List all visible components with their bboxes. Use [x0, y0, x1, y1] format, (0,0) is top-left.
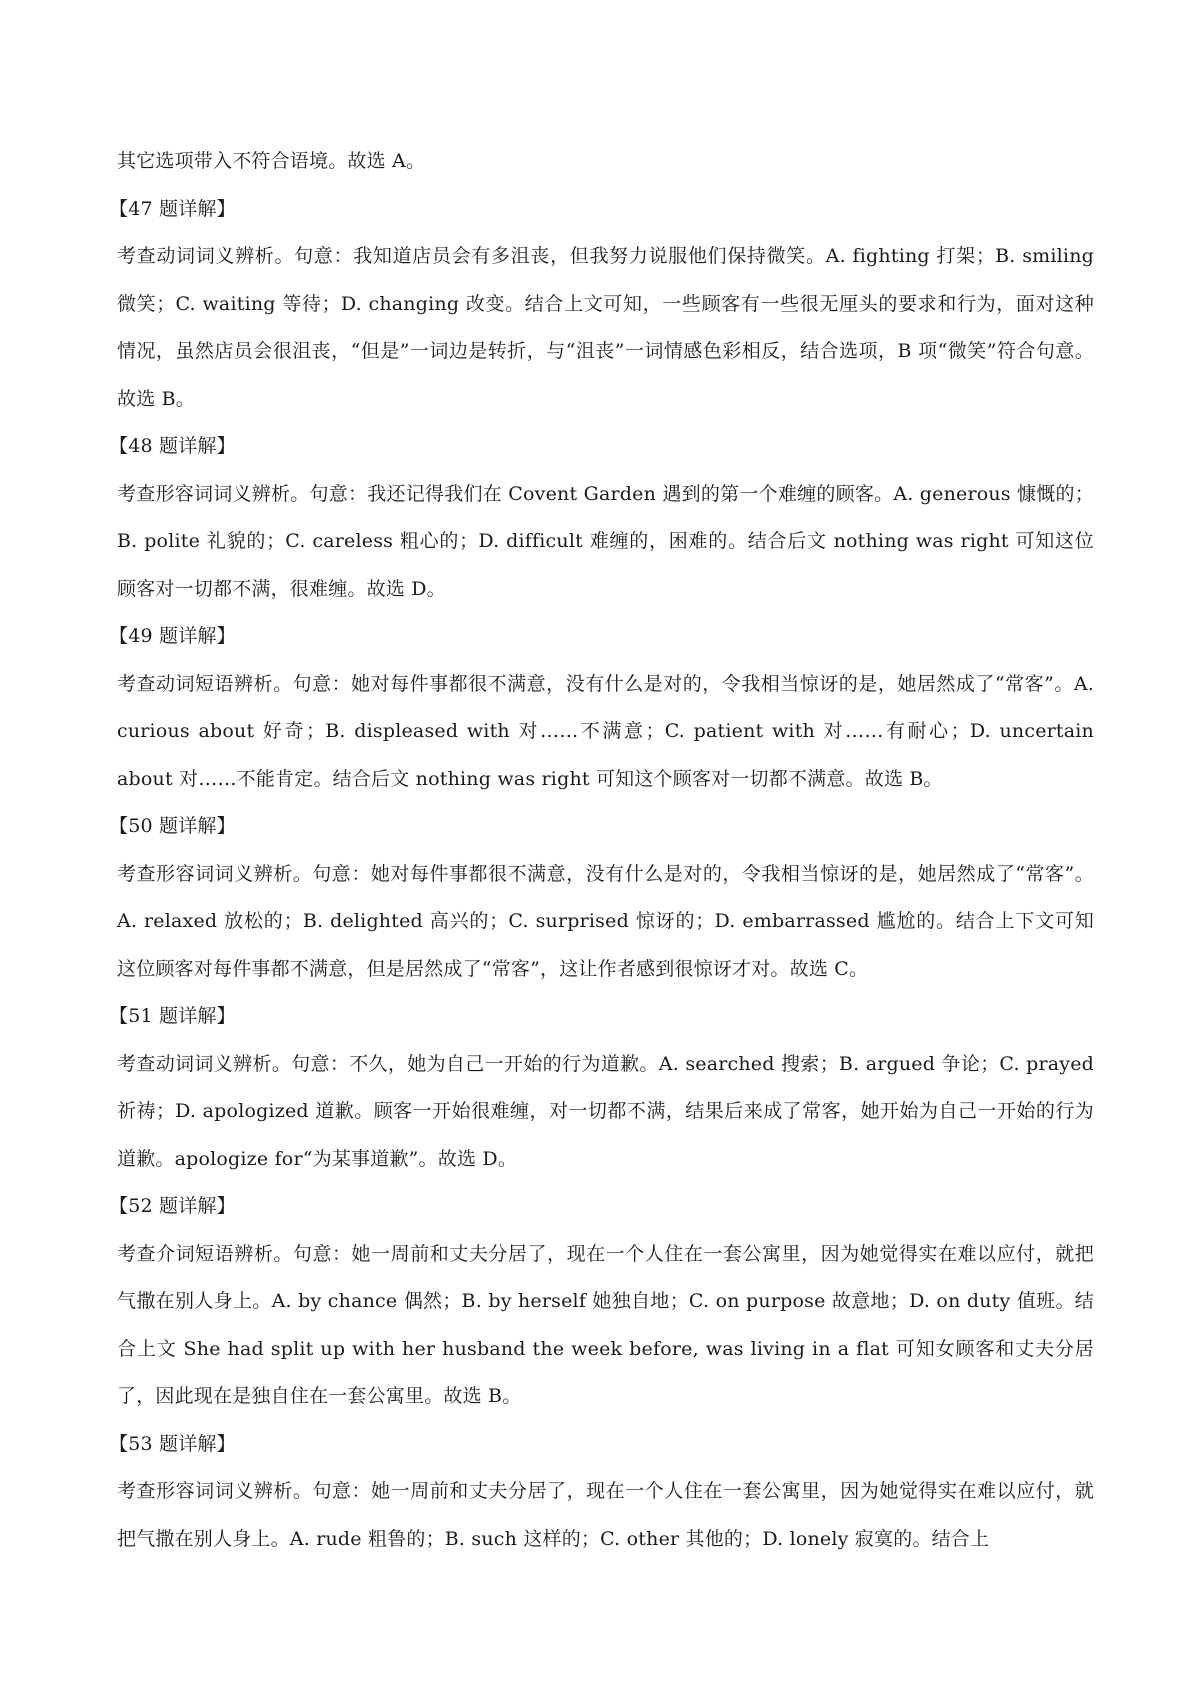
paragraph: 考查动词词义辨析。句意：不久，她为自己一开始的行为道歉。A. searched 搜索；B. argued 争论；C. prayed 祈祷；D. apologized 道歉。顾客一开始很难缠，对一切都不满，结果后来成了常客，她开始为自己一开始的行为道歉。apologize for“为某事道歉”。故选 D。 — [117, 1052, 1094, 1170]
question-heading: 【49 题详解】 — [109, 625, 236, 647]
paragraph: 其它选项带入不符合语境。故选 A。 — [117, 150, 426, 172]
question-heading: 【52 题详解】 — [109, 1195, 236, 1217]
paragraph: 考查介词短语辨析。句意：她一周前和丈夫分居了，现在一个人住在一套公寓里，因为她觉得实在难以应付，就把气撒在别人身上。A. by chance 偶然；B. by herself 她独自地；C. on purpose 故意地；D. on duty 值班。结合上文 She had split up with her husband the week before, was living in a flat 可知女顾客和丈夫分居了，因此现在是独自住在一套公寓里。故选 B。 — [117, 1242, 1094, 1407]
document-page — [109, 138, 1094, 1563]
paragraph: 考查动词短语辨析。句意：她对每件事都很不满意，没有什么是对的，令我相当惊讶的是，她居然成了“常客”。A. curious about 好奇；B. displeased with 对……不满意；C. patient with 对……有耐心；D. uncertain about 对……不能肯定。结合后文 nothing was right 可知这个顾客对一切都不满意。故选 B。 — [117, 672, 1094, 790]
paragraph: 考查形容词词义辨析。句意：她对每件事都很不满意，没有什么是对的，令我相当惊讶的是，她居然成了“常客”。A. relaxed 放松的；B. delighted 高兴的；C. surprised 惊讶的；D. embarrassed 尴尬的。结合上下文可知这位顾客对每件事都不满意，但是居然成了“常客”，这让作者感到很惊讶才对。故选 C。 — [117, 862, 1094, 980]
question-heading: 【47 题详解】 — [109, 197, 236, 220]
question-heading: 【48 题详解】 — [109, 435, 236, 457]
paragraph: 考查形容词词义辨析。句意：她一周前和丈夫分居了，现在一个人住在一套公寓里，因为她觉得实在难以应付，就把气撒在别人身上。A. rude 粗鲁的；B. such 这样的；C. other 其他的；D. lonely 寂寞的。结合上 — [117, 1480, 1094, 1550]
paragraph: 考查形容词词义辨析。句意：我还记得我们在 Covent Garden 遇到的第一个难缠的顾客。A. generous 慷慨的；B. polite 礼貌的；C. careless 粗心的；D. difficult 难缠的，困难的。结合后文 nothing was right 可知这位顾客对一切都不满，很难缠。故选 D。 — [117, 482, 1094, 600]
paragraph: 考查动词词义辨析。句意：我知道店员会有多沮丧，但我努力说服他们保持微笑。A. fighting 打架；B. smiling 微笑；C. waiting 等待；D. changing 改变。结合上文可知，一些顾客有一些很无厘头的要求和行为，面对这种情况，虽然店员会很沮丧，“但是”一词边是转折，与“沮丧”一词情感色彩相反，结合选项，B 项“微笑”符合句意。故选 B。 — [117, 245, 1094, 410]
question-heading: 【53 题详解】 — [109, 1432, 236, 1455]
question-heading: 【51 题详解】 — [109, 1005, 236, 1027]
question-heading: 【50 题详解】 — [109, 815, 236, 837]
